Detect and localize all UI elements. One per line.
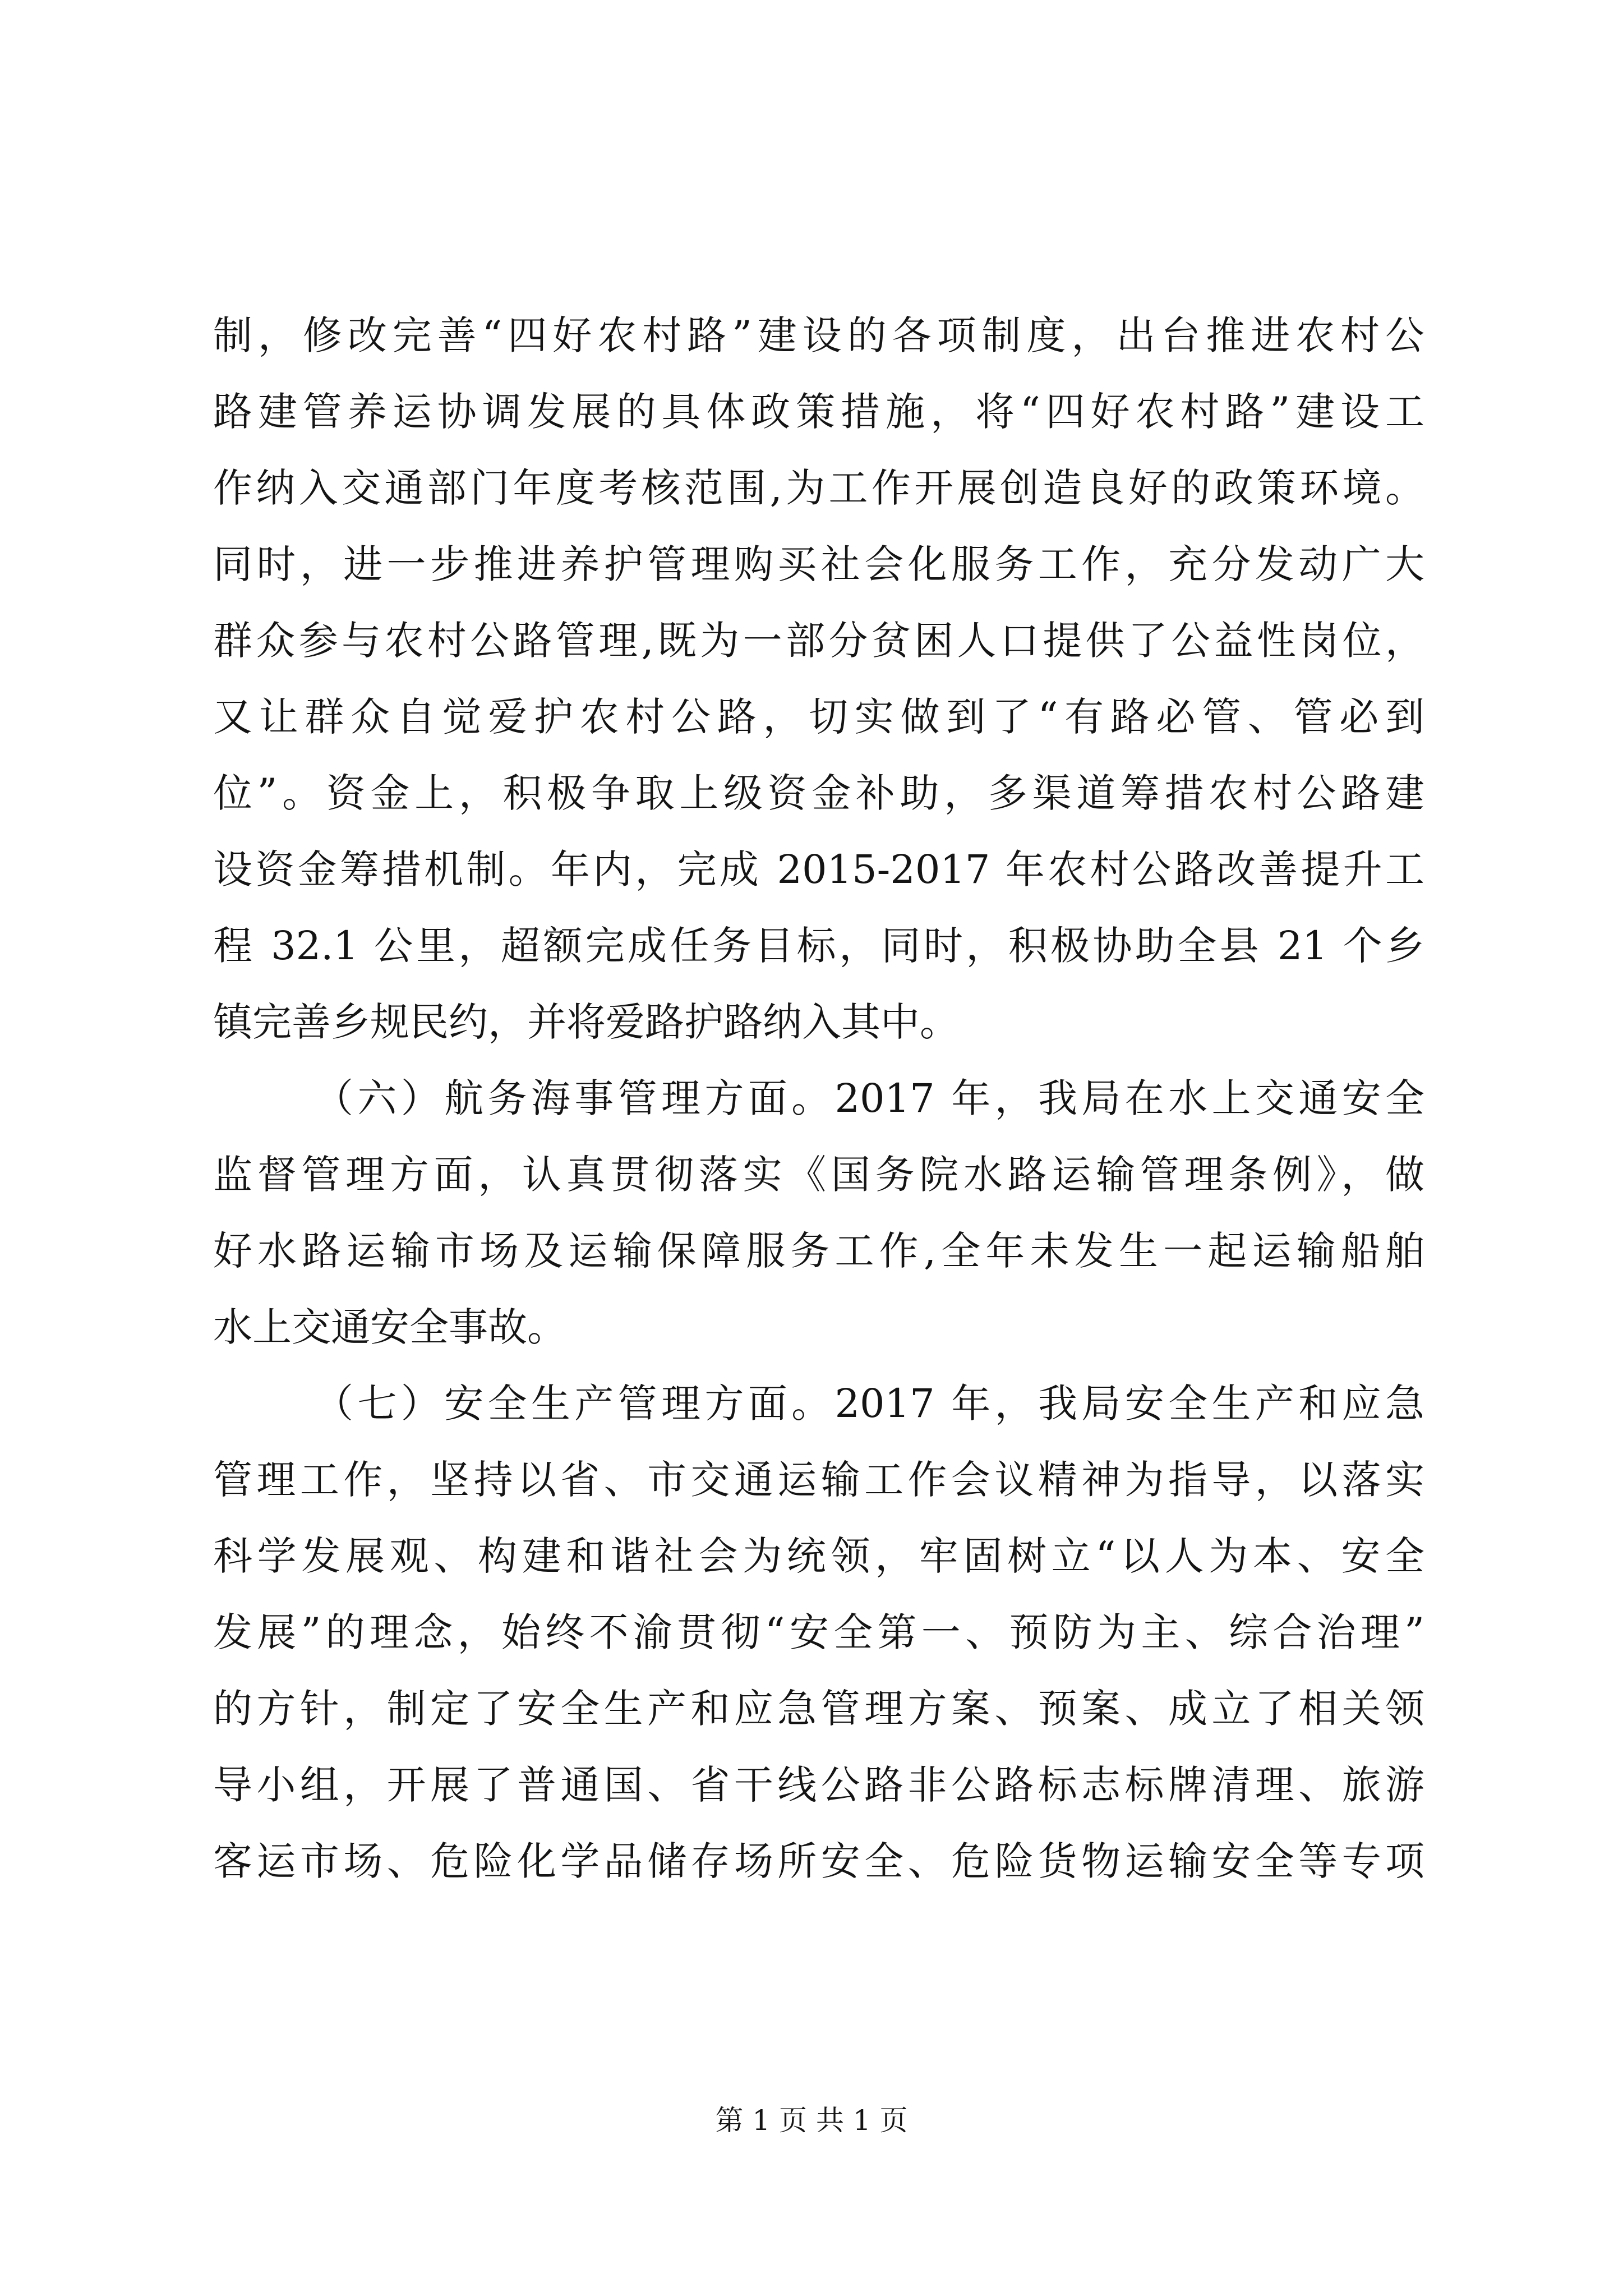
paragraph-2-line-1: （六）航务海事管理方面。2017 年，我局在水上交通安全 bbox=[314, 1075, 1424, 1121]
paragraph-3-line-3: 科学发展观、构建和谐社会为统领，牢固树立“以人为本、安全 bbox=[213, 1533, 1424, 1579]
paragraph-1-line-1: 制，修改完善“四好农村路”建设的各项制度，出台推进农村公 bbox=[213, 312, 1424, 358]
paragraph-3-line-6: 导小组，开展了普通国、省干线公路非公路标志标牌清理、旅游 bbox=[213, 1762, 1424, 1808]
paragraph-1-line-7: 位”。资金上，积极争取上级资金补助，多渠道筹措农村公路建 bbox=[213, 770, 1424, 816]
paragraph-1-line-6: 又让群众自觉爱护农村公路，切实做到了“有路必管、管必到 bbox=[213, 694, 1424, 740]
paragraph-1-line-2: 路建管养运协调发展的具体政策措施，将“四好农村路”建设工 bbox=[213, 389, 1424, 435]
document-body bbox=[213, 297, 1424, 1899]
paragraph-1-line-8: 设资金筹措机制。年内，完成 2015-2017 年农村公路改善提升工 bbox=[213, 846, 1424, 892]
paragraph-1-line-9: 程 32.1 公里，超额完成任务目标，同时，积极协助全县 21 个乡 bbox=[213, 923, 1424, 969]
paragraph-1-line-3: 作纳入交通部门年度考核范围,为工作开展创造良好的政策环境。 bbox=[213, 465, 1424, 511]
page-footer bbox=[0, 2098, 1623, 2138]
paragraph-1-line-5: 群众参与农村公路管理,既为一部分贫困人口提供了公益性岗位， bbox=[213, 618, 1424, 664]
paragraph-3-line-1: （七）安全生产管理方面。2017 年，我局安全生产和应急 bbox=[314, 1381, 1424, 1427]
paragraph-3-line-7: 客运市场、危险化学品储存场所安全、危险货物运输安全等专项 bbox=[213, 1838, 1424, 1884]
paragraph-2-line-3: 好水路运输市场及运输保障服务工作,全年未发生一起运输船舶 bbox=[213, 1228, 1424, 1274]
paragraph-2-line-2: 监督管理方面，认真贯彻落实《国务院水路运输管理条例》，做 bbox=[213, 1152, 1424, 1198]
paragraph-3-line-2: 管理工作，坚持以省、市交通运输工作会议精神为指导，以落实 bbox=[213, 1457, 1424, 1503]
paragraph-1-line-10: 镇完善乡规民约，并将爱路护路纳入其中。 bbox=[213, 999, 959, 1045]
paragraph-3-line-5: 的方针，制定了安全生产和应急管理方案、预案、成立了相关领 bbox=[213, 1686, 1424, 1732]
paragraph-1-line-4: 同时，进一步推进养护管理购买社会化服务工作，充分发动广大 bbox=[213, 541, 1424, 587]
paragraph-3-line-4: 发展”的理念，始终不渝贯彻“安全第一、预防为主、综合治理” bbox=[213, 1609, 1424, 1655]
paragraph-2-line-4: 水上交通安全事故。 bbox=[213, 1304, 566, 1350]
page-number-label: 第 1 页 共 1 页 bbox=[715, 2104, 908, 2137]
